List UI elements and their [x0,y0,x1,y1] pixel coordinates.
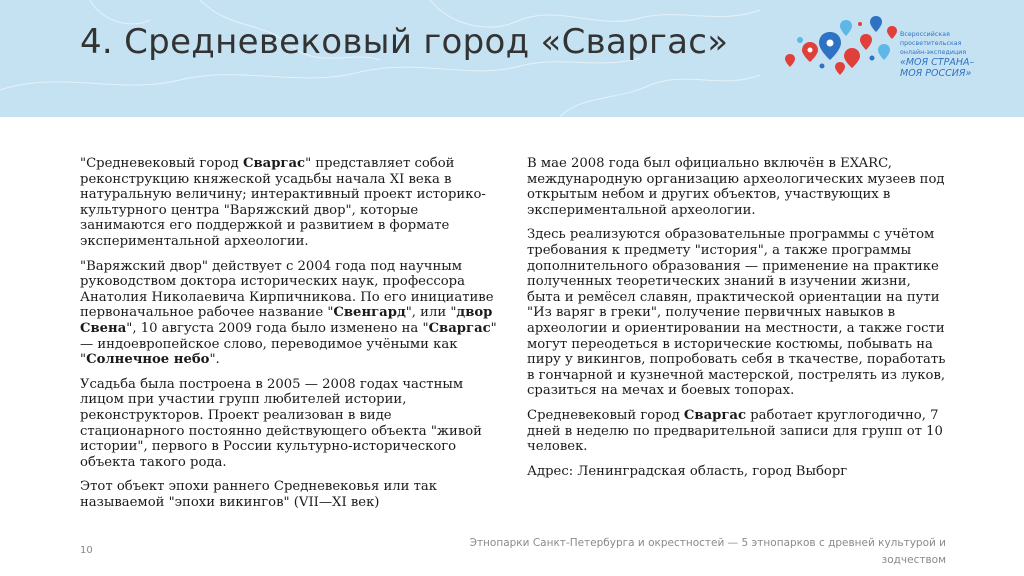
bold-term: Сваргас [428,320,491,336]
map-pin-icon [860,34,872,50]
text-run: ". [209,352,220,368]
map-pin-icon [878,44,890,60]
left-column [80,156,500,519]
bold-term: Свенгард [333,305,406,321]
text-run: Средневековый город [527,407,684,423]
text-run: ", или " [405,305,457,321]
text-run: " представляет собой реконструкцию княжеской усадьбы начала XI века в натуральную величину; интерактивный проект историко-культурного центра "Варяжский двор", которые занимаются его поддержкой и развитием в формате экспериментальной археологии. [80,156,486,249]
bold-term: Сваргас [242,156,306,171]
right-column [527,156,947,488]
logo-line-1: Всероссийская просветительская [900,31,962,47]
right-paragraph-1: В мае 2008 года был официально включён в EXARC, международную организацию археологических музеев под открытым небом и других объектов, участвующих в экспериментальной археологии. [527,156,945,218]
logo-caption [900,30,1010,79]
text-run: "Варяжский двор" действует с 2004 года под научным руководством доктора исторических наук, профессора Анатолия Николаевича Кирпичникова. По его инициативе первоначальное рабочее название " [80,258,494,321]
map-pin-icon [870,16,882,32]
left-paragraph-4: Этот объект эпохи раннего Средневековья или так называемой "эпохи викингов" (VII—XI век) [80,479,438,510]
left-paragraph-3: Усадьба была построена в 2005 — 2008 годах частным лицом при участии групп любителей истории, реконструкторов. Проект реализован в виде стационарного постоянно действующего объекта "живой истории", первого в России культурно-исторического объекта такого рода. [80,376,482,470]
map-pin-icon [887,26,897,39]
text-run: работает круглогодично, 7 дней в неделю по предварительной записи для групп от 10 человек. [527,407,943,455]
text-run: ", 10 августа 2009 года было изменено на " [126,320,429,336]
right-paragraph-3 [527,408,947,455]
map-pin-icon [802,42,818,62]
logo-line-2: онлайн-экспедиция [900,49,967,56]
map-pin-icon [844,48,860,68]
logo-line-3: «МОЯ СТРАНА– [900,57,975,68]
header-banner [0,0,1024,117]
page-number: 10 [80,545,93,556]
page-title: 4. Средневековый город «Сваргас» [80,22,729,62]
logo-line-4: МОЯ РОССИЯ» [900,68,972,79]
right-paragraph-4: Адрес: Ленинградская область, город Выборг [527,463,848,479]
map-pin-icon [840,20,852,36]
left-paragraph-2 [80,259,500,368]
text-run: "Средневековый город [80,156,243,171]
map-pin-icon [819,32,841,60]
map-pin-icon [835,62,845,75]
left-paragraph-1 [80,156,500,250]
text-run: " — индоевропейское слово, переводимое учёными как " [80,320,497,368]
map-pin-icon [785,54,795,67]
footer-caption: Этнопарки Санкт-Петербурга и окрестностей — 5 этнопарков с древней культурой и зодчеством [469,537,946,566]
bold-term: Солнечное небо [86,352,210,368]
bold-term: Сваргас [683,407,746,423]
right-paragraph-2: Здесь реализуются образовательные программы с учётом требования к предмету "история", а также программы дополнительного образования — применение на практике полученных теоретических знаний в изучении жизни, быта и ремёсел славян, практической ориентации на пути "Из варяг в греки", получение первичных навыков в археологии и ориентировании на местности, а также гости могут переодеться в исторические костюмы, побывать на пиру у викингов, попробовать себя в ткачестве, поработать в гончарной и кузнечной мастерской, пострелять из луков, сразиться на мечах и боевых топорах. [527,227,946,399]
bold-term: двор Свена [80,305,493,336]
